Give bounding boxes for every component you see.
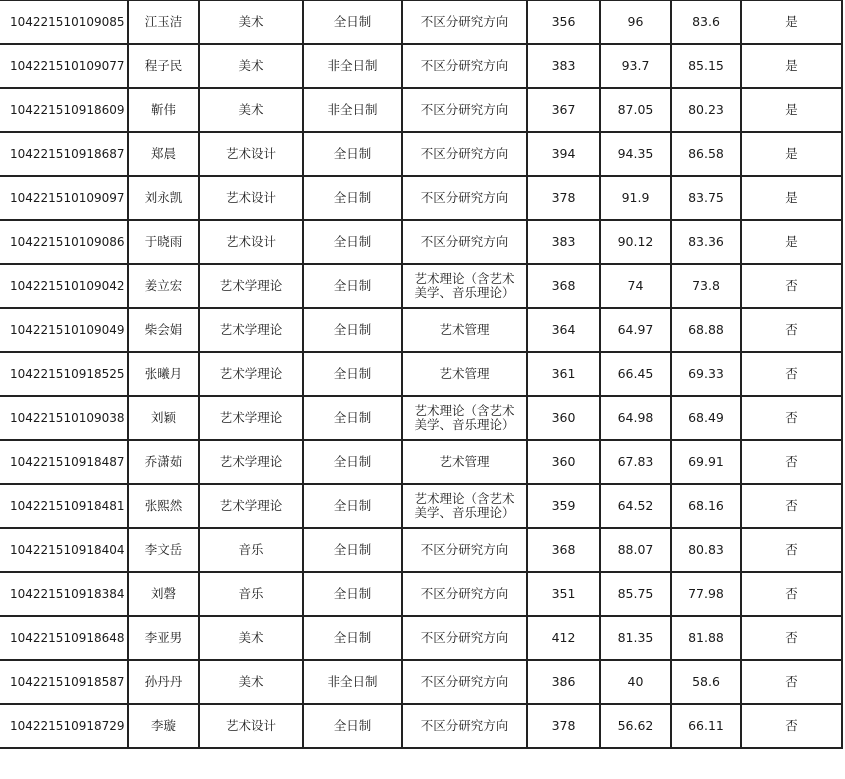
cell-total-score: 83.6	[671, 0, 741, 44]
cell-major: 艺术设计	[199, 176, 303, 220]
cell-initial-score: 367	[527, 88, 600, 132]
cell-name: 姜立宏	[128, 264, 199, 308]
cell-retest-score: 93.7	[600, 44, 671, 88]
table-row	[0, 484, 842, 528]
cell-retest-score: 64.98	[600, 396, 671, 440]
cell-study-mode: 全日制	[303, 264, 402, 308]
cell-total-score: 68.88	[671, 308, 741, 352]
cell-exam-id: 104221510918481	[0, 484, 128, 528]
cell-initial-score: 360	[527, 440, 600, 484]
cell-total-score: 85.15	[671, 44, 741, 88]
table-row	[0, 88, 842, 132]
cell-research-direction: 艺术理论（含艺术美学、音乐理论）	[402, 484, 527, 528]
cell-initial-score: 364	[527, 308, 600, 352]
cell-name: 李璇	[128, 704, 199, 748]
cell-total-score: 81.88	[671, 616, 741, 660]
cell-exam-id: 104221510918609	[0, 88, 128, 132]
cell-study-mode: 全日制	[303, 484, 402, 528]
cell-admitted: 是	[741, 88, 842, 132]
table-row	[0, 396, 842, 440]
table-row	[0, 616, 842, 660]
cell-name: 乔潇茹	[128, 440, 199, 484]
cell-research-direction: 不区分研究方向	[402, 176, 527, 220]
cell-admitted: 否	[741, 704, 842, 748]
cell-exam-id: 104221510918487	[0, 440, 128, 484]
cell-major: 艺术设计	[199, 704, 303, 748]
cell-total-score: 73.8	[671, 264, 741, 308]
cell-research-direction: 艺术管理	[402, 440, 527, 484]
cell-exam-id: 104221510109077	[0, 44, 128, 88]
cell-total-score: 69.33	[671, 352, 741, 396]
cell-admitted: 是	[741, 220, 842, 264]
cell-admitted: 否	[741, 660, 842, 704]
cell-exam-id: 104221510918525	[0, 352, 128, 396]
table-row	[0, 264, 842, 308]
cell-initial-score: 378	[527, 176, 600, 220]
cell-total-score: 80.83	[671, 528, 741, 572]
cell-research-direction: 不区分研究方向	[402, 616, 527, 660]
cell-admitted: 否	[741, 352, 842, 396]
cell-major: 艺术学理论	[199, 308, 303, 352]
cell-name: 张曦月	[128, 352, 199, 396]
cell-retest-score: 56.62	[600, 704, 671, 748]
table-row	[0, 308, 842, 352]
cell-initial-score: 386	[527, 660, 600, 704]
cell-retest-score: 64.97	[600, 308, 671, 352]
table-row	[0, 528, 842, 572]
cell-research-direction: 艺术管理	[402, 308, 527, 352]
cell-name: 李亚男	[128, 616, 199, 660]
cell-total-score: 69.91	[671, 440, 741, 484]
cell-exam-id: 104221510109086	[0, 220, 128, 264]
cell-total-score: 68.16	[671, 484, 741, 528]
cell-exam-id: 104221510918587	[0, 660, 128, 704]
cell-exam-id: 104221510918687	[0, 132, 128, 176]
cell-name: 刘颖	[128, 396, 199, 440]
table-row	[0, 352, 842, 396]
cell-retest-score: 87.05	[600, 88, 671, 132]
cell-admitted: 否	[741, 616, 842, 660]
cell-retest-score: 64.52	[600, 484, 671, 528]
cell-admitted: 否	[741, 528, 842, 572]
cell-major: 音乐	[199, 528, 303, 572]
cell-name: 刘永凯	[128, 176, 199, 220]
cell-name: 程子民	[128, 44, 199, 88]
cell-study-mode: 全日制	[303, 616, 402, 660]
cell-study-mode: 非全日制	[303, 660, 402, 704]
cell-study-mode: 全日制	[303, 528, 402, 572]
cell-major: 美术	[199, 616, 303, 660]
cell-major: 艺术学理论	[199, 352, 303, 396]
cell-study-mode: 全日制	[303, 132, 402, 176]
cell-exam-id: 104221510109085	[0, 0, 128, 44]
table-row	[0, 176, 842, 220]
cell-research-direction: 不区分研究方向	[402, 704, 527, 748]
table-row	[0, 0, 842, 44]
cell-major: 艺术学理论	[199, 484, 303, 528]
cell-major: 艺术设计	[199, 220, 303, 264]
cell-initial-score: 412	[527, 616, 600, 660]
cell-major: 美术	[199, 44, 303, 88]
cell-initial-score: 361	[527, 352, 600, 396]
cell-major: 美术	[199, 660, 303, 704]
cell-admitted: 否	[741, 308, 842, 352]
cell-retest-score: 66.45	[600, 352, 671, 396]
table-row	[0, 44, 842, 88]
cell-study-mode: 全日制	[303, 176, 402, 220]
cell-admitted: 否	[741, 440, 842, 484]
table-row	[0, 132, 842, 176]
cell-research-direction: 不区分研究方向	[402, 44, 527, 88]
table-row	[0, 220, 842, 264]
cell-exam-id: 104221510918648	[0, 616, 128, 660]
cell-major: 艺术学理论	[199, 396, 303, 440]
table-row	[0, 440, 842, 484]
cell-exam-id: 104221510918404	[0, 528, 128, 572]
cell-exam-id: 104221510918729	[0, 704, 128, 748]
cell-research-direction: 不区分研究方向	[402, 528, 527, 572]
cell-research-direction: 不区分研究方向	[402, 220, 527, 264]
cell-study-mode: 非全日制	[303, 44, 402, 88]
cell-retest-score: 90.12	[600, 220, 671, 264]
cell-exam-id: 104221510109038	[0, 396, 128, 440]
cell-total-score: 80.23	[671, 88, 741, 132]
cell-retest-score: 91.9	[600, 176, 671, 220]
cell-research-direction: 不区分研究方向	[402, 88, 527, 132]
cell-initial-score: 378	[527, 704, 600, 748]
cell-total-score: 83.75	[671, 176, 741, 220]
cell-name: 李文岳	[128, 528, 199, 572]
cell-admitted: 否	[741, 484, 842, 528]
cell-total-score: 66.11	[671, 704, 741, 748]
cell-study-mode: 全日制	[303, 572, 402, 616]
cell-research-direction: 不区分研究方向	[402, 132, 527, 176]
cell-admitted: 是	[741, 176, 842, 220]
cell-initial-score: 360	[527, 396, 600, 440]
cell-study-mode: 非全日制	[303, 88, 402, 132]
cell-initial-score: 356	[527, 0, 600, 44]
cell-admitted: 否	[741, 264, 842, 308]
cell-total-score: 68.49	[671, 396, 741, 440]
cell-name: 靳伟	[128, 88, 199, 132]
cell-total-score: 77.98	[671, 572, 741, 616]
cell-study-mode: 全日制	[303, 352, 402, 396]
cell-total-score: 86.58	[671, 132, 741, 176]
cell-name: 于晓雨	[128, 220, 199, 264]
table-row	[0, 704, 842, 748]
cell-retest-score: 94.35	[600, 132, 671, 176]
cell-retest-score: 88.07	[600, 528, 671, 572]
cell-admitted: 是	[741, 0, 842, 44]
cell-exam-id: 104221510109042	[0, 264, 128, 308]
cell-research-direction: 不区分研究方向	[402, 0, 527, 44]
cell-retest-score: 81.35	[600, 616, 671, 660]
cell-study-mode: 全日制	[303, 396, 402, 440]
cell-name: 郑晨	[128, 132, 199, 176]
cell-retest-score: 96	[600, 0, 671, 44]
cell-initial-score: 359	[527, 484, 600, 528]
cell-research-direction: 艺术理论（含艺术美学、音乐理论）	[402, 264, 527, 308]
cell-major: 艺术学理论	[199, 264, 303, 308]
cell-major: 艺术学理论	[199, 440, 303, 484]
cell-research-direction: 艺术理论（含艺术美学、音乐理论）	[402, 396, 527, 440]
cell-exam-id: 104221510109097	[0, 176, 128, 220]
cell-study-mode: 全日制	[303, 0, 402, 44]
cell-total-score: 58.6	[671, 660, 741, 704]
cell-initial-score: 383	[527, 220, 600, 264]
cell-research-direction: 不区分研究方向	[402, 660, 527, 704]
cell-retest-score: 85.75	[600, 572, 671, 616]
cell-study-mode: 全日制	[303, 308, 402, 352]
cell-exam-id: 104221510918384	[0, 572, 128, 616]
cell-initial-score: 351	[527, 572, 600, 616]
cell-initial-score: 368	[527, 264, 600, 308]
cell-name: 刘磬	[128, 572, 199, 616]
cell-admitted: 是	[741, 44, 842, 88]
cell-major: 美术	[199, 88, 303, 132]
cell-retest-score: 74	[600, 264, 671, 308]
cell-major: 艺术设计	[199, 132, 303, 176]
cell-admitted: 是	[741, 132, 842, 176]
table-row	[0, 660, 842, 704]
cell-major: 美术	[199, 0, 303, 44]
cell-research-direction: 不区分研究方向	[402, 572, 527, 616]
cell-name: 江玉洁	[128, 0, 199, 44]
cell-admitted: 否	[741, 572, 842, 616]
cell-name: 张熙然	[128, 484, 199, 528]
cell-retest-score: 40	[600, 660, 671, 704]
cell-name: 孙丹丹	[128, 660, 199, 704]
cell-name: 柴会娟	[128, 308, 199, 352]
cell-study-mode: 全日制	[303, 440, 402, 484]
cell-initial-score: 394	[527, 132, 600, 176]
cell-exam-id: 104221510109049	[0, 308, 128, 352]
table-row	[0, 572, 842, 616]
cell-initial-score: 383	[527, 44, 600, 88]
cell-study-mode: 全日制	[303, 220, 402, 264]
cell-total-score: 83.36	[671, 220, 741, 264]
cell-major: 音乐	[199, 572, 303, 616]
cell-admitted: 否	[741, 396, 842, 440]
cell-retest-score: 67.83	[600, 440, 671, 484]
cell-study-mode: 全日制	[303, 704, 402, 748]
cell-initial-score: 368	[527, 528, 600, 572]
cell-research-direction: 艺术管理	[402, 352, 527, 396]
